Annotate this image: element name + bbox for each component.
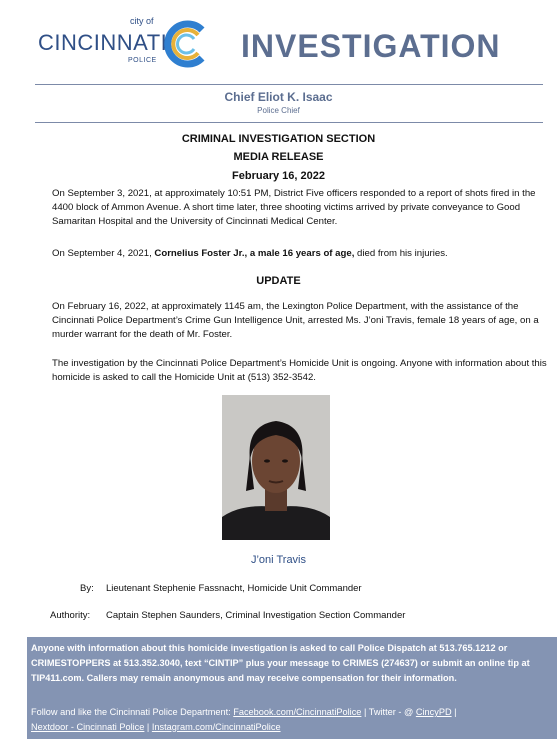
logo-city-text: city of [130, 16, 154, 26]
twitter-link[interactable]: CincyPD [415, 707, 452, 717]
logo-word: CINCINNATI [38, 30, 168, 55]
footer-tip-text: Anyone with information about this homicide investigation is asked to call Police Dispatch at 513.765.1212 or CRIMESTOPPERS at 513.352.3040, text “CINTIP” plus your message to CRIMES (274637) or submit an online tip at TIP411.com. Callers may remain anonymous and may receive compensation for their information. [31, 643, 530, 683]
victim-prefix: On September 4, 2021, [52, 248, 155, 259]
header-rule-bottom [35, 122, 543, 123]
paragraph-incident: On September 3, 2021, at approximately 10:51 PM, District Five officers responded to a report of shots fired in the 4400 block of Ammon Avenue. A short time later, three shooting victims arrived by private conveyance to Good Samaritan Hospital and the University of Cincinnati Medical Center. [52, 188, 536, 227]
logo-police-text: POLICE [128, 57, 157, 64]
follow-prefix: Follow and like the Cincinnati Police Department: [31, 707, 234, 717]
paragraph-arrest: On February 16, 2022, at approximately 1145 am, the Lexington Police Department, with the assistance of the Cincinnati Police Department’s Crime Gun Intelligence Unit, arrested Ms. J’oni Travis, female 18 years of age, on a murder warrant for the death of Mr. Foster. [52, 301, 539, 340]
paragraph-ongoing: The investigation by the Cincinnati Police Department’s Homicide Unit is ongoing. Anyone with information about this homicide is asked to call the Homicide Unit at (513) 352-3542. [52, 358, 547, 383]
tip-footer [27, 637, 557, 739]
logo-swoosh-icon [162, 20, 208, 68]
section-heading: CRIMINAL INVESTIGATION SECTION [181, 133, 376, 145]
header-rule-top [35, 84, 543, 85]
photo-caption: J’oni Travis [250, 554, 307, 566]
suspect-photo [222, 395, 330, 540]
authority-label: Authority: [50, 610, 91, 621]
paragraph-victim [52, 247, 552, 261]
footer-follow [31, 705, 555, 735]
separator: | [451, 707, 457, 717]
chief-name: Chief Eliot K. Isaac [224, 90, 333, 104]
release-type: MEDIA RELEASE [233, 151, 324, 163]
nextdoor-link[interactable]: Nextdoor - Cincinnati Police [31, 721, 145, 732]
banner-title: INVESTIGATION [241, 28, 501, 64]
authority-value: Captain Stephen Saunders, Criminal Investigation Section Commander [106, 610, 406, 621]
by-value: Lieutenant Stephenie Fassnacht, Homicide Unit Commander [106, 583, 362, 594]
facebook-link[interactable]: Facebook.com/CincinnatiPolice [233, 707, 362, 717]
instagram-link[interactable]: Instagram.com/CincinnatiPolice [151, 721, 281, 732]
twitter-prefix: | Twitter - @ [361, 707, 416, 717]
release-date: February 16, 2022 [232, 170, 325, 182]
victim-name: Cornelius Foster Jr., a male 16 years of age, [154, 248, 355, 259]
victim-suffix: died from his injuries. [354, 248, 448, 259]
suspect-photo-image [222, 395, 330, 540]
chief-title: Police Chief [257, 106, 300, 115]
separator-2: | [144, 721, 152, 732]
update-heading: UPDATE [256, 275, 301, 287]
by-label: By: [80, 583, 94, 594]
cincinnati-police-logo [38, 16, 208, 72]
